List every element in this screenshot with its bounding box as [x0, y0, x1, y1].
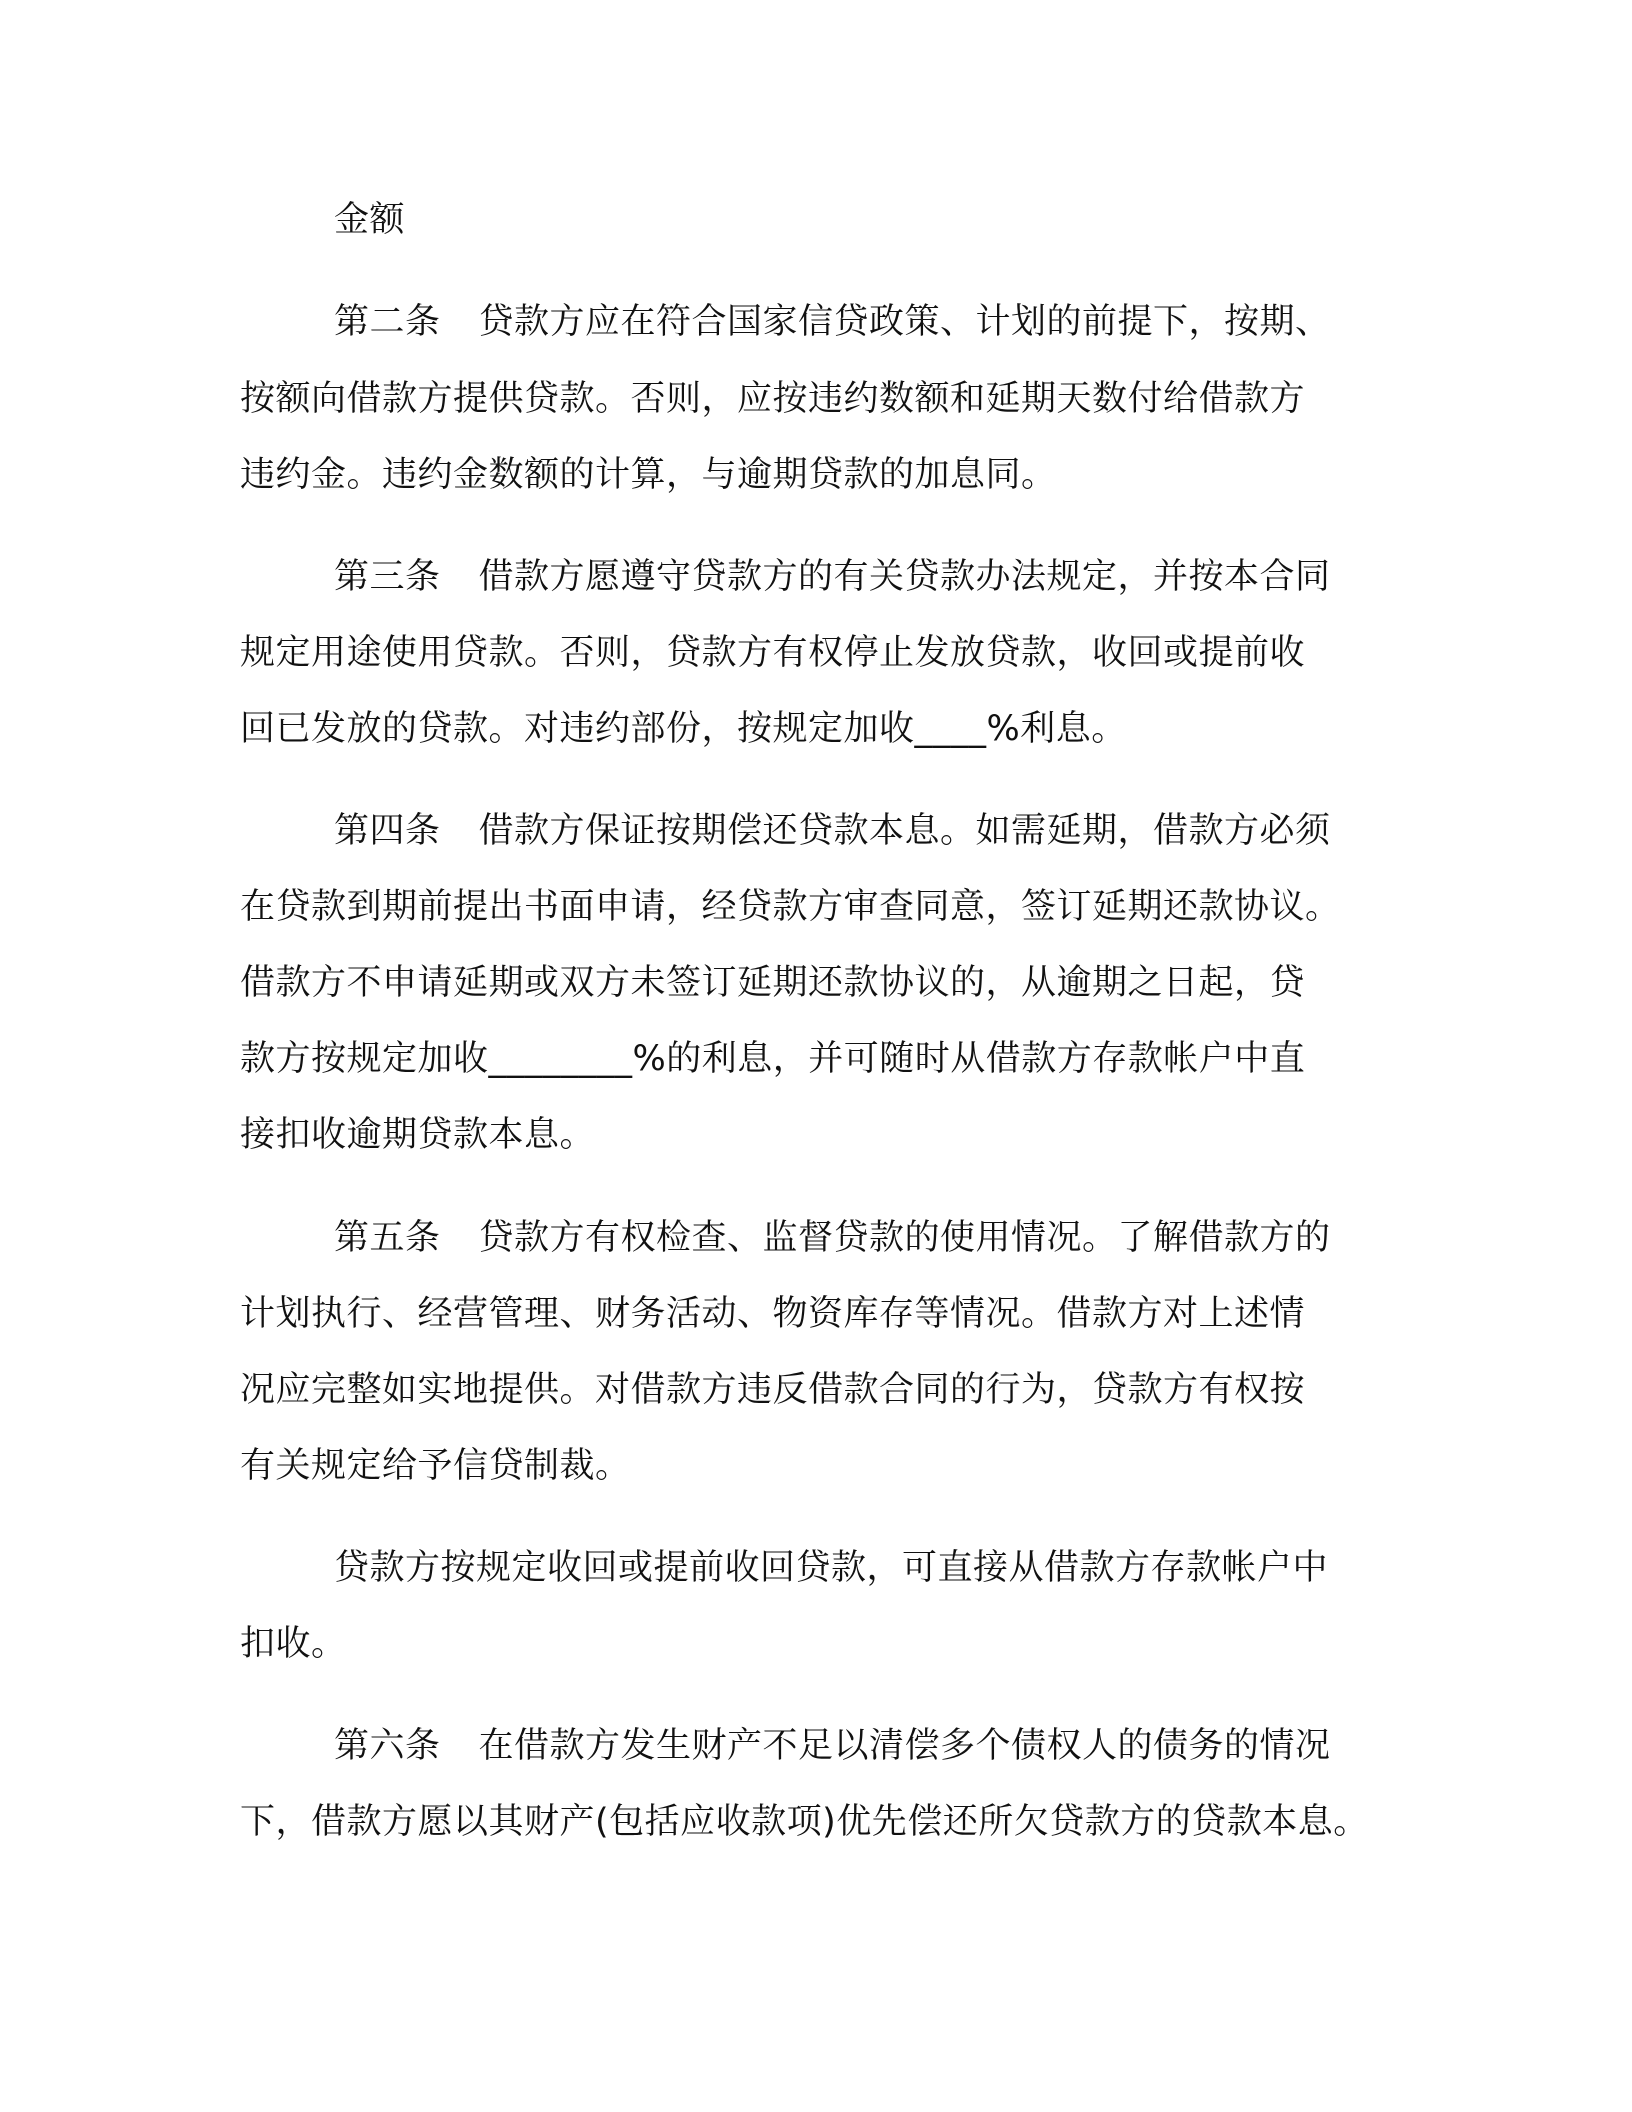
article-2-line-3: 违约金。违约金数额的计算，与逾期贷款的加息同。 — [240, 455, 1057, 495]
article-4-line-2: 在贷款到期前提出书面申请，经贷款方审查同意，签订延期还款协议。 — [240, 887, 1341, 927]
article-6-line-1 — [334, 1722, 1331, 1770]
article-5-number: 第五条 — [334, 1218, 441, 1258]
article-5-line-2: 计划执行、经营管理、财务活动、物资库存等情况。借款方对上述情 — [240, 1294, 1306, 1334]
article-3-line-1 — [334, 553, 1331, 601]
article-2-line-1 — [334, 298, 1331, 346]
article-5-line-3: 况应完整如实地提供。对借款方违反借款合同的行为，贷款方有权按 — [240, 1370, 1306, 1410]
article-4-number: 第四条 — [334, 811, 441, 851]
article-4-line-5: 接扣收逾期贷款本息。 — [240, 1115, 596, 1155]
article-4-text-1: 借款方保证按期偿还贷款本息。如需延期，借款方必须 — [478, 811, 1331, 851]
article-2-number: 第二条 — [334, 302, 441, 342]
article-6-line-2: 下，借款方愿以其财产(包括应收款项)优先偿还所欠贷款方的贷款本息。 — [240, 1802, 1369, 1842]
article-3-line-2: 规定用途使用贷款。否则，贷款方有权停止发放贷款，收回或提前收 — [240, 633, 1306, 673]
article-5-line-1 — [334, 1214, 1331, 1262]
paragraph-continuation-line-2: 扣收。 — [240, 1624, 347, 1664]
article-4-line-4: 款方按规定加收________%的利息，并可随时从借款方存款帐户中直 — [240, 1039, 1306, 1079]
article-4-line-3: 借款方不申请延期或双方未签订延期还款协议的，从逾期之日起，贷 — [240, 963, 1306, 1003]
heading-fragment: 金额 — [334, 200, 406, 240]
paragraph-continuation-line-1: 贷款方按规定收回或提前收回贷款，可直接从借款方存款帐户中 — [334, 1548, 1329, 1588]
article-6-number: 第六条 — [334, 1726, 441, 1766]
article-6-text-1: 在借款方发生财产不足以清偿多个债权人的债务的情况 — [478, 1726, 1331, 1766]
article-2-line-2: 按额向借款方提供贷款。否则，应按违约数额和延期天数付给借款方 — [240, 379, 1306, 419]
article-5-text-1: 贷款方有权检查、监督贷款的使用情况。了解借款方的 — [478, 1218, 1331, 1258]
article-3-line-3: 回已发放的贷款。对违约部份，按规定加收____%利息。 — [240, 709, 1127, 749]
article-3-text-1: 借款方愿遵守贷款方的有关贷款办法规定，并按本合同 — [478, 557, 1331, 597]
article-2-text-1: 贷款方应在符合国家信贷政策、计划的前提下，按期、 — [478, 302, 1331, 342]
article-5-line-4: 有关规定给予信贷制裁。 — [240, 1446, 631, 1486]
article-3-number: 第三条 — [334, 557, 441, 597]
article-4-line-1 — [334, 807, 1331, 855]
